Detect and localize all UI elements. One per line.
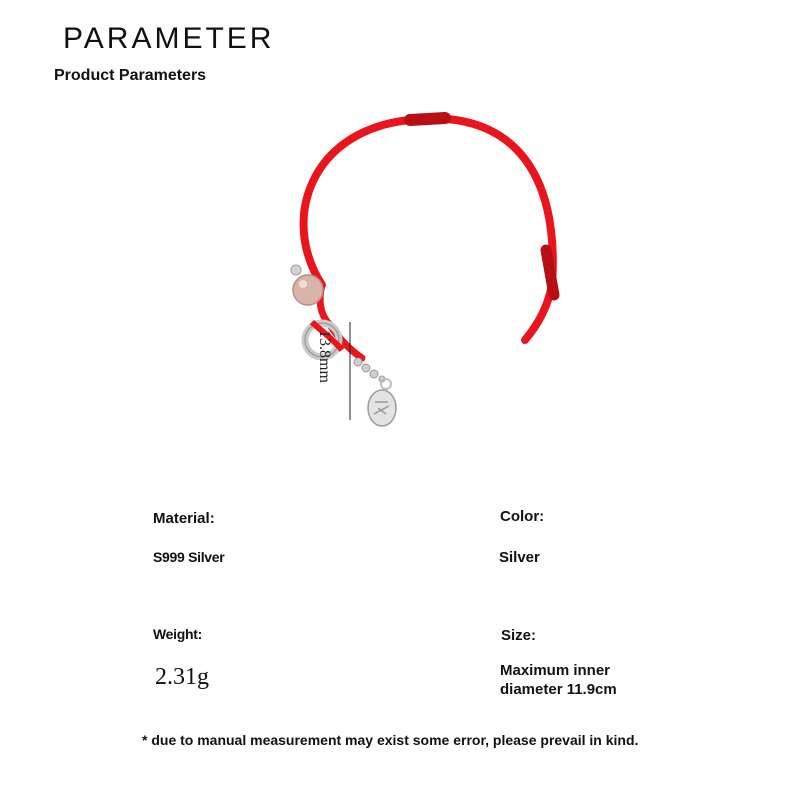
weight-label: Weight: xyxy=(153,626,202,642)
page-title: PARAMETER xyxy=(63,22,275,55)
material-label: Material: xyxy=(153,510,215,527)
red-string-bracelet-image xyxy=(270,100,600,460)
size-label: Size: xyxy=(501,627,537,644)
size-value: Maximum inner diameter 11.9cm xyxy=(500,662,617,698)
product-image xyxy=(270,100,600,460)
weight-value: 2.31g xyxy=(155,664,209,690)
color-label: Color: xyxy=(500,508,545,525)
material-value: S999 Silver xyxy=(153,549,225,565)
measurement-footnote: * due to manual measurement may exist some error, please prevail in kind. xyxy=(142,732,639,748)
measurement-label: 13.8mm xyxy=(316,330,333,383)
color-value: Silver xyxy=(499,549,540,566)
page-subtitle: Product Parameters xyxy=(54,67,207,84)
